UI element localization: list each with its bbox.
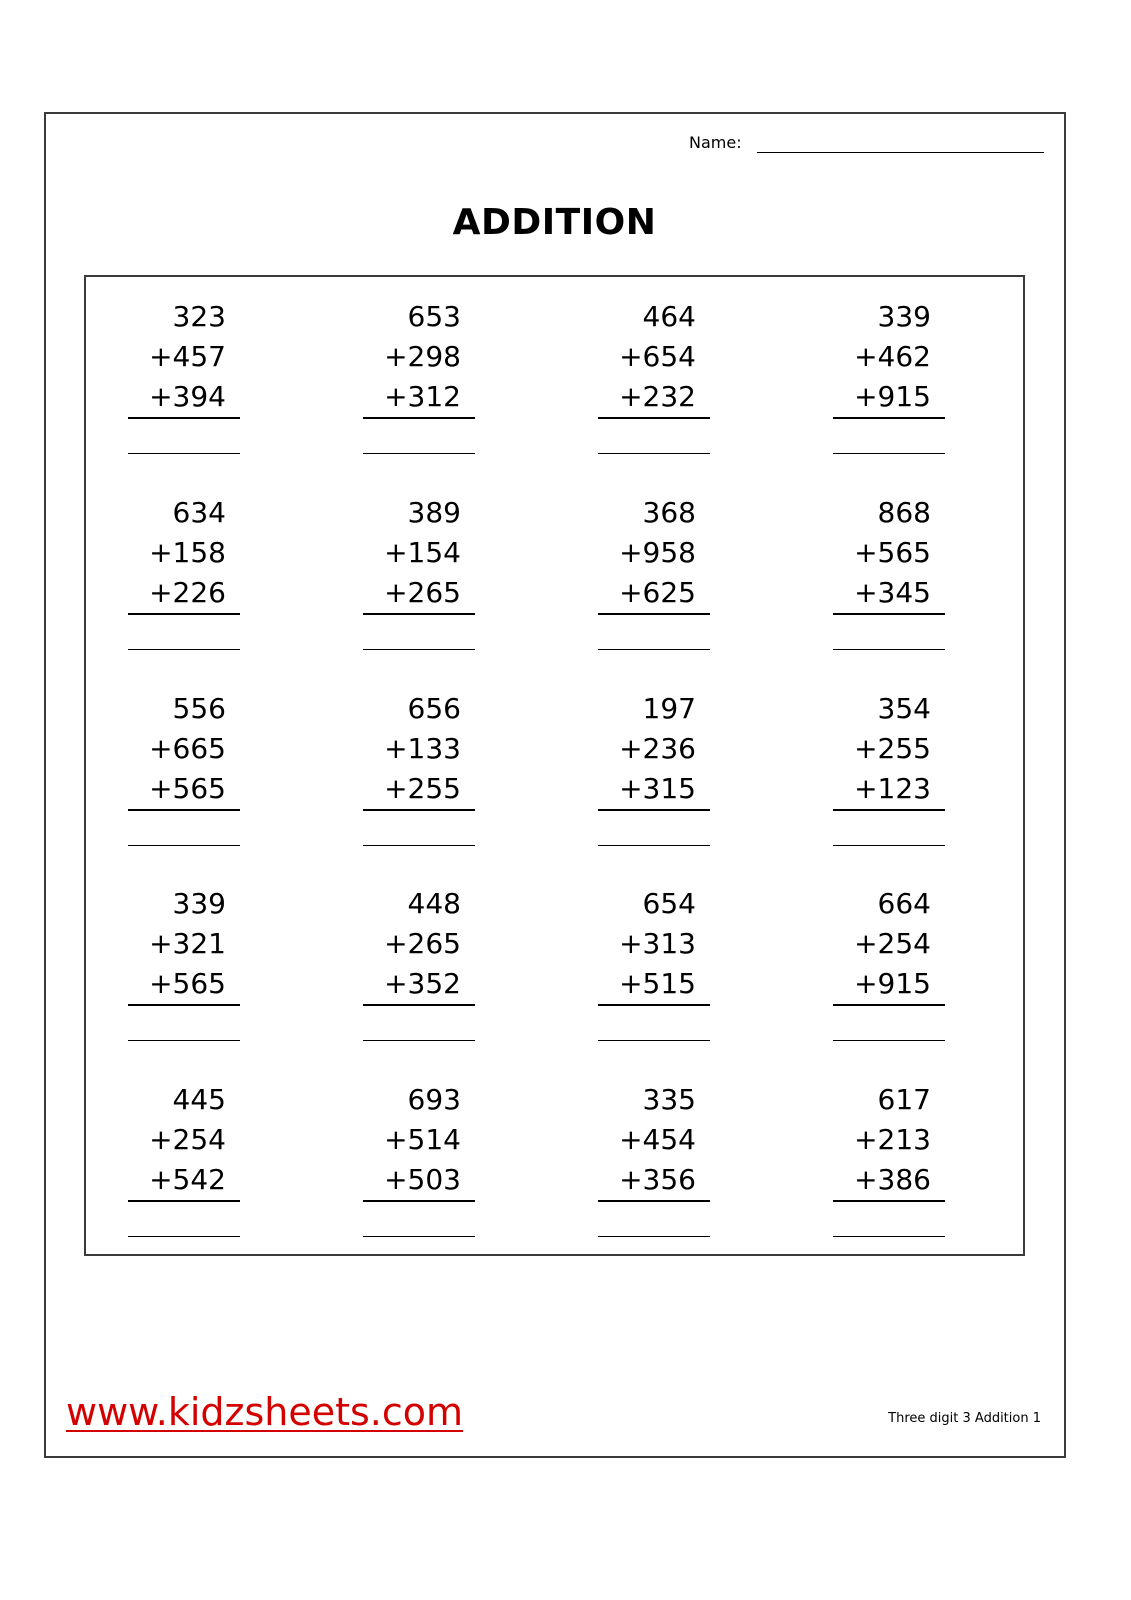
sum-divider-line [598,1004,710,1006]
addition-problem [128,493,240,650]
addition-problem [363,1080,475,1237]
addend: +515 [619,967,696,1000]
addition-problem [598,1080,710,1237]
addend-first: 653 [407,300,461,333]
addition-problem [363,297,475,454]
sum-divider-line [363,1200,475,1202]
addend: +213 [854,1123,931,1156]
addend: +315 [619,772,696,805]
addition-problem [833,493,945,650]
answer-line[interactable] [363,1236,475,1237]
addition-problem [128,1080,240,1237]
answer-line[interactable] [128,845,240,846]
addend: +625 [619,576,696,609]
addend-first: 335 [642,1083,696,1116]
answer-line[interactable] [833,1040,945,1041]
addend-first: 323 [172,300,226,333]
addend: +265 [384,576,461,609]
answer-line[interactable] [598,845,710,846]
sum-divider-line [128,809,240,811]
sum-divider-line [833,417,945,419]
addend: +394 [149,380,226,413]
addend: +386 [854,1163,931,1196]
addend: +542 [149,1163,226,1196]
addition-problem [833,297,945,454]
sum-divider-line [128,417,240,419]
answer-line[interactable] [833,649,945,650]
sum-divider-line [363,613,475,615]
addition-problem [833,884,945,1041]
addend: +254 [854,927,931,960]
addend-first: 448 [407,887,461,920]
addend: +356 [619,1163,696,1196]
sum-divider-line [128,1004,240,1006]
sum-divider-line [128,613,240,615]
name-input-line[interactable] [757,152,1044,153]
addition-problem [128,297,240,454]
addend-first: 868 [877,496,931,529]
addend: +454 [619,1123,696,1156]
addend: +503 [384,1163,461,1196]
answer-line[interactable] [128,453,240,454]
addition-problem [598,689,710,846]
sum-divider-line [833,613,945,615]
addend: +226 [149,576,226,609]
sum-divider-line [363,417,475,419]
addend: +313 [619,927,696,960]
addend: +565 [854,536,931,569]
addition-problem [833,689,945,846]
sum-divider-line [363,1004,475,1006]
addend-first: 389 [407,496,461,529]
addend: +565 [149,772,226,805]
sum-divider-line [363,809,475,811]
answer-line[interactable] [833,453,945,454]
answer-line[interactable] [128,1040,240,1041]
addition-problem [598,493,710,650]
answer-line[interactable] [598,649,710,650]
sheet-label: Three digit 3 Addition 1 [888,1411,1041,1426]
addend-first: 634 [172,496,226,529]
addend: +654 [619,340,696,373]
answer-line[interactable] [363,649,475,650]
answer-line[interactable] [363,1040,475,1041]
addition-problem [363,689,475,846]
addend: +255 [854,732,931,765]
sum-divider-line [598,613,710,615]
answer-line[interactable] [598,1040,710,1041]
addend: +514 [384,1123,461,1156]
addend-first: 693 [407,1083,461,1116]
sum-divider-line [598,417,710,419]
addition-problem [598,297,710,454]
addend: +236 [619,732,696,765]
addend-first: 445 [172,1083,226,1116]
addend: +321 [149,927,226,960]
addend-first: 656 [407,692,461,725]
sum-divider-line [598,809,710,811]
sum-divider-line [128,1200,240,1202]
answer-line[interactable] [598,1236,710,1237]
addend: +154 [384,536,461,569]
addend: +133 [384,732,461,765]
answer-line[interactable] [833,1236,945,1237]
addend-first: 654 [642,887,696,920]
answer-line[interactable] [128,649,240,650]
addend-first: 464 [642,300,696,333]
addend-first: 354 [877,692,931,725]
addend-first: 197 [642,692,696,725]
sum-divider-line [833,1004,945,1006]
addend: +462 [854,340,931,373]
addend: +915 [854,967,931,1000]
addend-first: 339 [172,887,226,920]
page-title: ADDITION [452,202,657,243]
sum-divider-line [833,809,945,811]
addition-problem [598,884,710,1041]
addend: +254 [149,1123,226,1156]
answer-line[interactable] [128,1236,240,1237]
addend: +158 [149,536,226,569]
addend: +255 [384,772,461,805]
addend: +352 [384,967,461,1000]
answer-line[interactable] [363,845,475,846]
addend: +345 [854,576,931,609]
addition-problem [363,493,475,650]
addend-first: 368 [642,496,696,529]
addend-first: 339 [877,300,931,333]
addend-first: 664 [877,887,931,920]
addend: +232 [619,380,696,413]
addend: +915 [854,380,931,413]
addend: +665 [149,732,226,765]
addition-problem [128,884,240,1041]
addition-problem [363,884,475,1041]
answer-line[interactable] [598,453,710,454]
addend: +123 [854,772,931,805]
website-link[interactable]: www.kidzsheets.com [66,1390,464,1434]
sum-divider-line [598,1200,710,1202]
addend-first: 556 [172,692,226,725]
answer-line[interactable] [363,453,475,454]
answer-line[interactable] [833,845,945,846]
addend: +958 [619,536,696,569]
addition-problem [128,689,240,846]
sum-divider-line [833,1200,945,1202]
addition-problem [833,1080,945,1237]
addend: +298 [384,340,461,373]
addend: +312 [384,380,461,413]
addend: +565 [149,967,226,1000]
addend-first: 617 [877,1083,931,1116]
name-label: Name: [689,133,742,152]
addend: +457 [149,340,226,373]
addend: +265 [384,927,461,960]
